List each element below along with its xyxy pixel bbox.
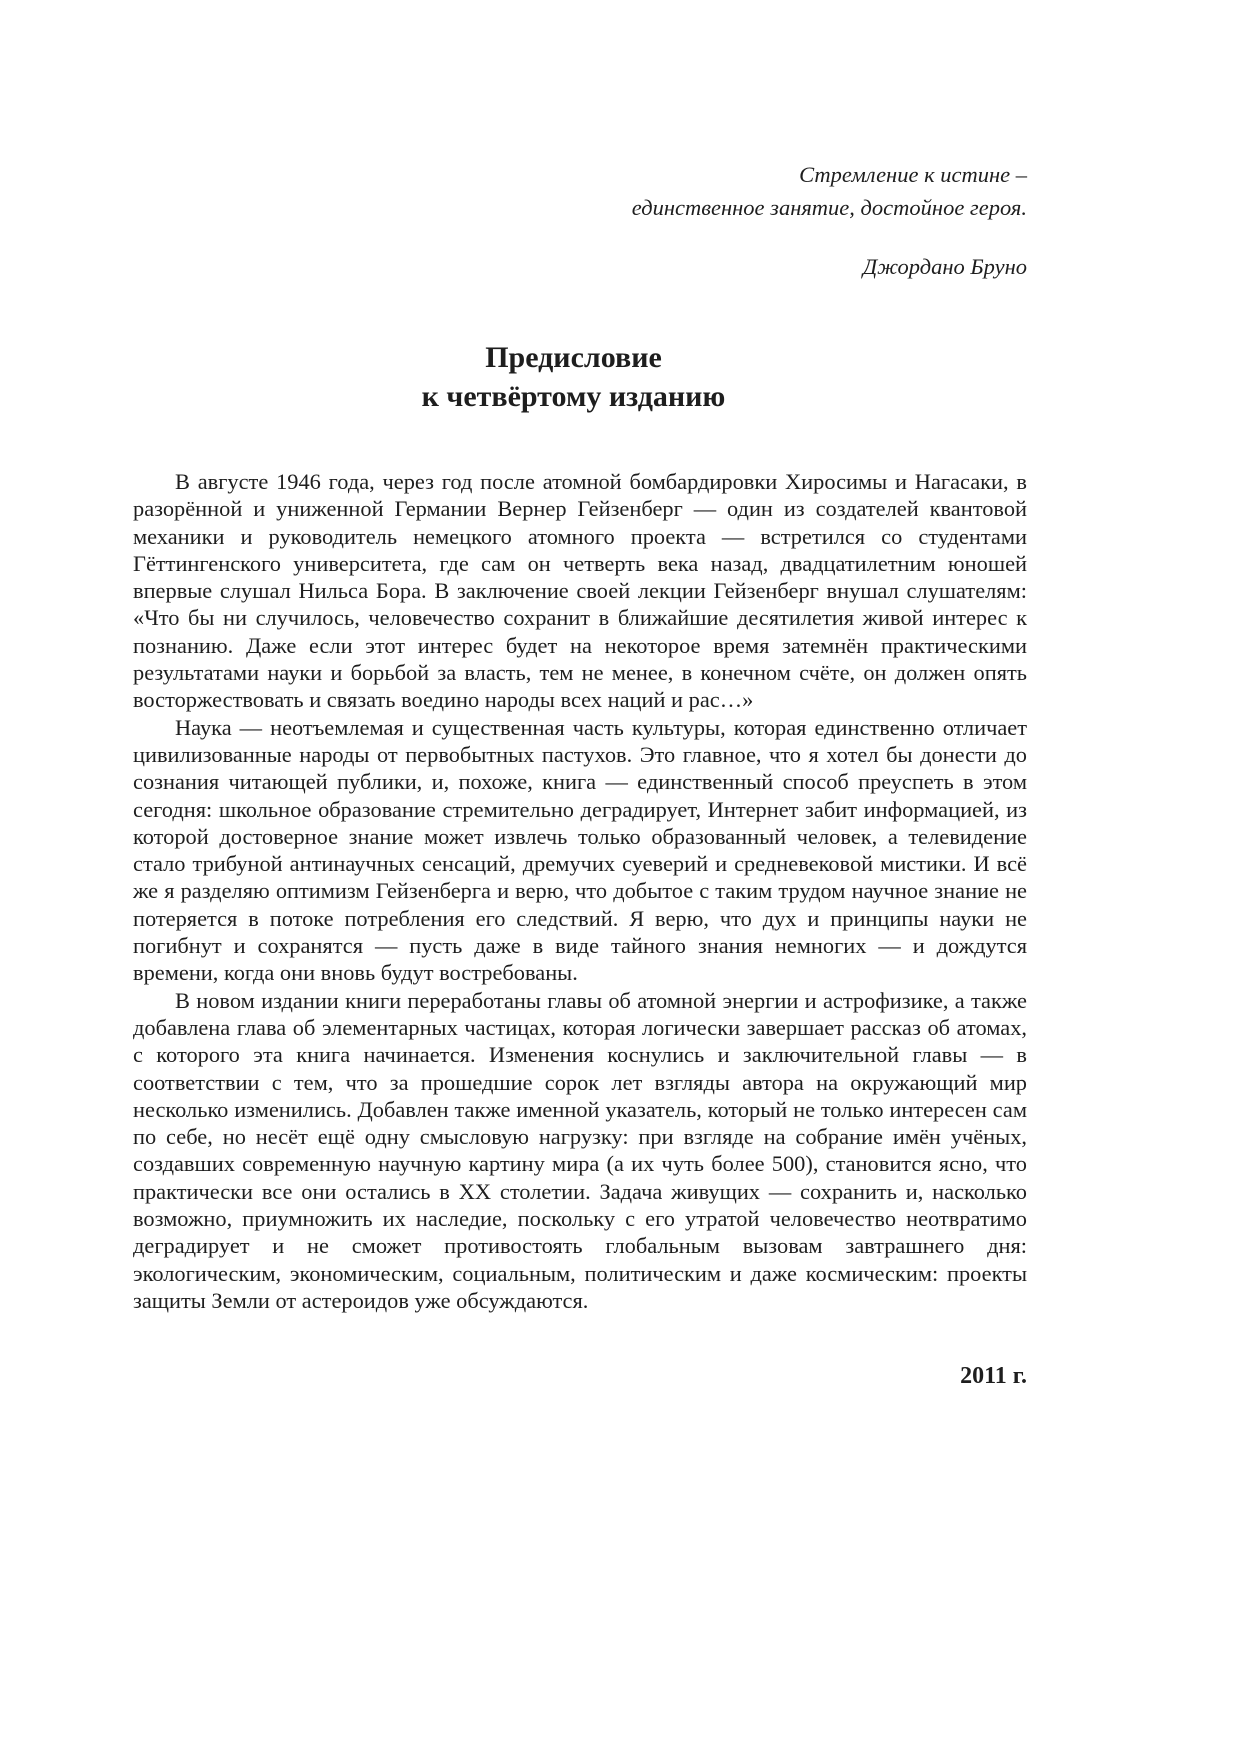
paragraph: В новом издании книги переработаны главы об атомной энергии и астрофизике, а также добавлена глава об элементарных частицах, которая логически завершает рассказ об атомах, с которого эта книга начинается. Изменения коснулись и заключительной главы — в соответствии с тем, что за прошедшие сорок лет взгляды автора на окружающий мир несколько изменились. Добавлен также именной указатель, который не только интересен сам по себе, но несёт ещё одну смысловую нагрузку: при взгляде на собрание имён учёных, создавших современную научную картину мира (а их чуть более 500), становится ясно, что практически все они остались в XX столетии. Задача живущих — сохранить и, насколько возможно, приумножить их наследие, поскольку с его утратой человечество неотвратимо деградирует и не сможет противостоять глобальным вызовам завтрашнего дня: экологическим, экономическим, социальным, политическим и даже космическим: проекты защиты Земли от астероидов уже обсуждаются. [133,987,1027,1313]
page-title [120,338,1027,416]
paragraph: В августе 1946 года, через год после атомной бомбардировки Хиросимы и Нагасаки, в разорённой и униженной Германии Вернер Гейзенберг — один из создателей квантовой механики и руководитель немецкого атомного проекта — встретился со студентами Гёттингенского университета, где сам он четверть века назад, двадцатилетним юношей впервые слушал Нильса Бора. В заключение своей лекции Гейзенберг внушал слушателям: «Что бы ни случилось, человечество сохранит в ближайшие десятилетия живой интерес к познанию. Даже если этот интерес будет на некоторое время затемнён практическими результатами науки и борьбой за власть, тем не менее, в конечном счёте, он должен опять восторжествовать и связать воедино народы всех наций и рас…» [133,469,1027,713]
body-text [133,468,1027,1314]
title-line-2: к четвёртому изданию [421,380,726,413]
date-signature: 2011 г. [960,1363,1027,1389]
epigraph [120,158,1027,283]
title-line-1: Предисловие [485,341,662,374]
epigraph-author: Джордано Бруно [862,254,1027,279]
epigraph-line-1: Стремление к истине – [799,162,1027,187]
paragraph: Наука — неотъемлемая и существенная часть культуры, которая единственно отличает цивилизованные народы от первобытных пастухов. Это главное, что я хотел бы донести до сознания читающей публики, и, похоже, книга — единственный способ преуспеть в этом сегодня: школьное образование стремительно деградирует, Интернет забит информацией, из которой достоверное знание может извлечь только образованный человек, а телевидение стало трибуной антинаучных сенсаций, дремучих суеверий и средневековой мистики. И всё же я разделяю оптимизм Гейзенберга и верю, что добытое с таким трудом научное знание не потеряется в потоке потребления его следствий. Я верю, что дух и принципы науки не погибнут и сохранятся — пусть даже в виде тайного знания немногих — и дождутся времени, когда они вновь будут востребованы. [133,714,1027,986]
epigraph-line-2: единственное занятие, достойное героя. [631,195,1027,220]
